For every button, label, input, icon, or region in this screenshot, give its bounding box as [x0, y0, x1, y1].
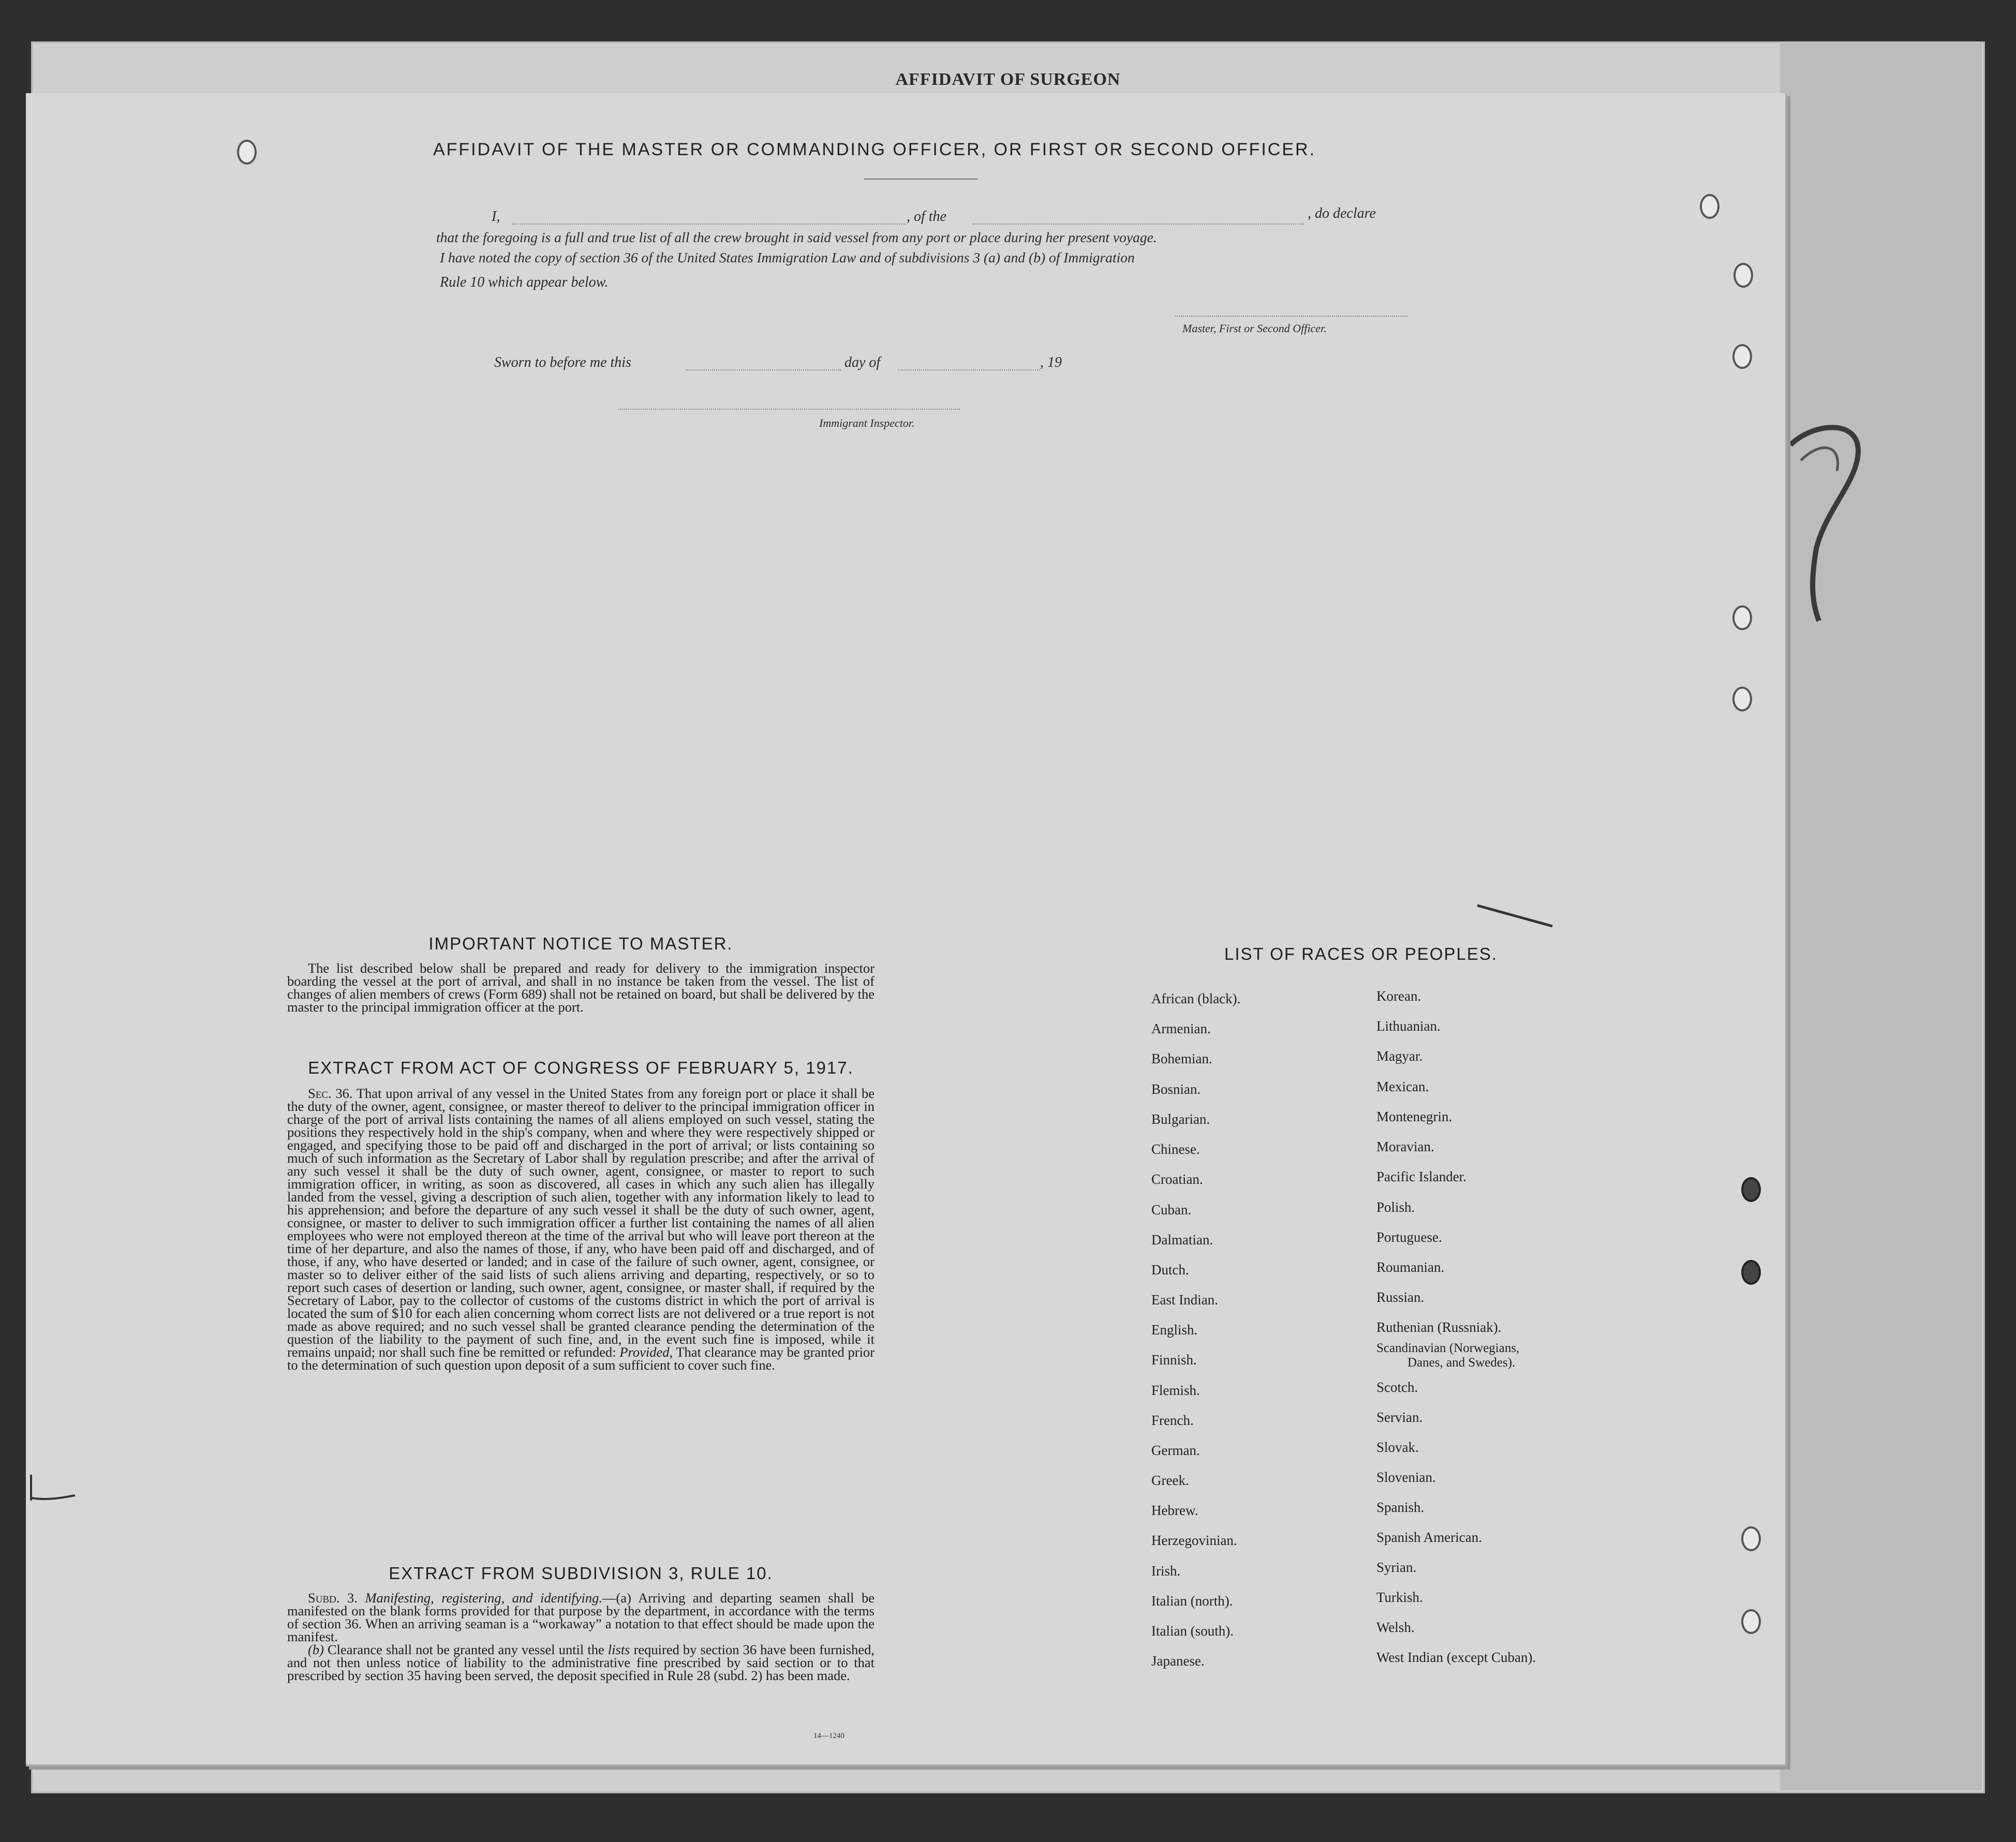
- race-item: Pacific Islander.: [1376, 1169, 1466, 1184]
- punch-hole: [1741, 1609, 1761, 1634]
- race-item: African (black).: [1151, 991, 1241, 1006]
- race-item: Korean.: [1376, 988, 1421, 1004]
- subd-b-paragraph: [287, 1643, 874, 1682]
- race-item: French.: [1151, 1413, 1194, 1428]
- notice-section: [287, 934, 874, 1014]
- affidavit-line4: Rule 10 which appear below.: [440, 274, 609, 290]
- race-item: Mexican.: [1376, 1079, 1429, 1094]
- punch-hole: [1732, 344, 1752, 369]
- race-item: Scandinavian (Norwegians,: [1376, 1341, 1520, 1355]
- race-item: Hebrew.: [1151, 1503, 1198, 1518]
- race-item: East Indian.: [1151, 1292, 1218, 1308]
- race-item: Ruthenian (Russniak).: [1376, 1319, 1502, 1335]
- race-item: Dalmatian.: [1151, 1232, 1213, 1247]
- notice-text: [287, 962, 874, 1014]
- back-sheet-header: AFFIDAVIT OF SURGEON: [895, 70, 1121, 89]
- race-item: Montenegrin.: [1376, 1109, 1452, 1124]
- race-item: Dutch.: [1151, 1262, 1189, 1277]
- sec-36-text: That upon arrival of any vessel in the United States from any foreign port or place it shall be the duty of the owner, agent, consignee, or master thereof to deliver to the principal immigration officer in charge of the port of arrival lists containing the names of all aliens employed on such vessel, stating the positions they respectively hold in the ship's company, when and where they were respectively shipped or engaged, and specifying those to be paid off and discharged in the port of arrival; or lists containing so much of such information as the Secretary of Labor shall by regulation prescribe; and after the arrival of any such vessel it shall be the duty of such owner, agent, consignee, or master to report to such immigration officer, in writing, as soon as discovered, all cases in which any such alien has illegally landed from the vessel, giving a description of such alien, together with any information likely to lead to his apprehension; and before the departure of any such vessel it shall be the duty of such owner, agent, consignee, or master to deliver to such immigration officer a further list containing the names of all alien employees who were not employed thereon at the time of the arrival but who will leave port thereon at the time of her departure, and also the names of those, if any, who have been paid off and discharged, and of those, if any, who have deserted or landed; and in case of the failure of such owner, agent, consignee, or master so to deliver either of the said lists of such aliens arriving and departing, respectively, or so to report such cases of desertion or landing, such owner, agent, consignee, or master shall, if required by the Secretary of Labor, pay to the collector of customs of the customs district in which the port of arrival is located the sum of $10 for each alien concerning whom correct lists are not delivered or a true report is not made as above required; and no such vessel shall be granted clearance pending the determination of the question of the liability to the payment of such fine, and, in the event such fine is imposed, while it remains unpaid; nor shall such fine be remitted or refunded:: [287, 1086, 874, 1360]
- race-item: Chinese.: [1151, 1141, 1200, 1157]
- race-item: Bohemian.: [1151, 1051, 1212, 1066]
- race-item: Italian (south).: [1151, 1623, 1234, 1639]
- race-item-extra: Danes, and Swedes).: [1407, 1356, 1516, 1370]
- para-b-label: (b): [308, 1642, 324, 1657]
- race-item: West Indian (except Cuban).: [1376, 1650, 1536, 1665]
- race-item: Magyar.: [1376, 1048, 1423, 1064]
- extract-rule-heading: EXTRACT FROM SUBDIVISION 3, RULE 10.: [389, 1564, 773, 1583]
- extract-act-text: [287, 1087, 874, 1372]
- race-item: Bulgarian.: [1151, 1111, 1210, 1127]
- para-a-label: —(a): [602, 1590, 631, 1606]
- pencil-mark: [1780, 414, 1873, 631]
- affidavit-line3: I have noted the copy of section 36 of the United States Immigration Law and of subdivisions 3 (a) and (b) of Immigration: [440, 249, 1135, 265]
- race-item: Armenian.: [1151, 1021, 1211, 1036]
- race-item: Welsh.: [1376, 1620, 1415, 1635]
- pencil-mark: [26, 1469, 78, 1506]
- race-item: Turkish.: [1376, 1590, 1423, 1605]
- race-item: German.: [1151, 1443, 1200, 1458]
- race-item: Herzegovinian.: [1151, 1533, 1237, 1548]
- subd-label: Subd. 3.: [308, 1590, 358, 1606]
- affidavit-line1-start: I,: [492, 209, 500, 225]
- inspector-signature-line: [618, 409, 960, 410]
- extract-act-section: [287, 1058, 874, 1372]
- race-item: Croatian.: [1151, 1171, 1203, 1187]
- para-b-text-2: required by section 36 have been furnished, and not then unless notice of liability to the administrative fine prescribed by said section or to that prescribed by section 35 having been served, the deposit specified in Rule 28 (subd. 2) has been made.: [287, 1642, 875, 1683]
- race-item: Spanish.: [1376, 1499, 1425, 1515]
- notice-heading: IMPORTANT NOTICE TO MASTER.: [428, 934, 733, 953]
- punch-hole: [1732, 605, 1752, 630]
- race-item: Polish.: [1376, 1199, 1415, 1215]
- subd-a-paragraph: [287, 1592, 874, 1643]
- blank-month-line: [898, 369, 1040, 370]
- sec-label: Sec. 36.: [308, 1086, 353, 1101]
- race-item: Roumanian.: [1376, 1259, 1445, 1275]
- affidavit-title: AFFIDAVIT OF THE MASTER OR COMMANDING OFFICER, OR FIRST OR SECOND OFFICER.: [433, 140, 1316, 159]
- sworn-day-of: day of: [844, 354, 881, 370]
- inspector-label: Immigrant Inspector.: [819, 417, 915, 429]
- race-item: Bosnian.: [1151, 1081, 1201, 1097]
- punch-hole: [1741, 1260, 1761, 1285]
- signature-label: Master, First or Second Officer.: [1182, 322, 1327, 335]
- proviso-text: That clearance may be granted prior to the determination of such question upon deposit of a sum sufficient to cover such fine.: [287, 1344, 875, 1373]
- punch-hole: [1741, 1526, 1761, 1551]
- race-item: Syrian.: [1376, 1559, 1417, 1575]
- sworn-text: Sworn to before me this: [494, 354, 631, 370]
- back-sheet-edge: [1780, 41, 1982, 1790]
- sworn-year: , 19: [1040, 354, 1062, 370]
- race-item: Scotch.: [1376, 1379, 1418, 1395]
- race-item: Italian (north).: [1151, 1593, 1233, 1609]
- affidavit-line1-end: , do declare: [1308, 205, 1376, 221]
- extract-rule-section: [287, 1564, 874, 1682]
- race-item: Slovak.: [1376, 1439, 1419, 1455]
- notice-paragraph: The list described below shall be prepared and ready for delivery to the immigration inspector boarding the vessel at the port of arrival, and shall in no instance be taken from the vessel. The list of changes of alien members of crews (Form 689) shall not be retained on board, but shall be delivered by the master to the principal immigration officer at the port.: [287, 960, 874, 1015]
- pencil-mark: [1475, 900, 1558, 931]
- race-item: Slovenian.: [1376, 1469, 1436, 1485]
- race-item: Lithuanian.: [1376, 1018, 1441, 1034]
- race-item: Russian.: [1376, 1289, 1425, 1305]
- race-item: Finnish.: [1151, 1352, 1197, 1368]
- affidavit-line2: that the foregoing is a full and true list of all the crew brought in said vessel from any port or place during her present voyage.: [436, 229, 1157, 245]
- sec-36-paragraph: [287, 1087, 874, 1372]
- punch-hole: [1733, 263, 1753, 288]
- extract-rule-text: [287, 1592, 874, 1682]
- para-a-text: Arriving and departing seamen shall be manifested on the blank forms provided for that purpose by the department, in accordance with the terms of section 36. When an arriving seaman is a “workaway” a notation to that effect should be made upon the manifest.: [287, 1590, 874, 1644]
- punch-hole: [1732, 687, 1752, 711]
- para-b-lists: lists: [607, 1642, 630, 1657]
- extract-act-heading: EXTRACT FROM ACT OF CONGRESS OF FEBRUARY 5, 1917.: [308, 1058, 854, 1077]
- affidavit-line1-mid: , of the: [907, 209, 946, 225]
- race-item: Flemish.: [1151, 1383, 1200, 1398]
- race-item: Spanish American.: [1376, 1529, 1482, 1545]
- races-heading: LIST OF RACES OR PEOPLES.: [1224, 944, 1498, 963]
- race-item: Greek.: [1151, 1473, 1189, 1488]
- blank-vessel-line: [973, 224, 1304, 225]
- subd-title: Manifesting, registering, and identifying.: [365, 1590, 603, 1606]
- blank-name-line: [512, 224, 906, 225]
- blank-day-line: [686, 369, 841, 370]
- race-item: Servian.: [1376, 1409, 1423, 1425]
- punch-hole: [1741, 1177, 1761, 1202]
- signature-line: [1175, 316, 1407, 317]
- race-item: Portuguese.: [1376, 1229, 1442, 1245]
- para-b-text-1: Clearance shall not be granted any vessel until the: [327, 1642, 604, 1657]
- proviso-label: Provided,: [619, 1344, 673, 1360]
- race-item: Irish.: [1151, 1563, 1181, 1579]
- race-item: Cuban.: [1151, 1202, 1192, 1217]
- form-number: 14—1240: [813, 1732, 844, 1740]
- divider: [864, 179, 978, 180]
- race-item: Moravian.: [1376, 1139, 1434, 1154]
- race-item: Japanese.: [1151, 1653, 1205, 1669]
- punch-hole: [1700, 194, 1719, 219]
- race-item: English.: [1151, 1322, 1198, 1338]
